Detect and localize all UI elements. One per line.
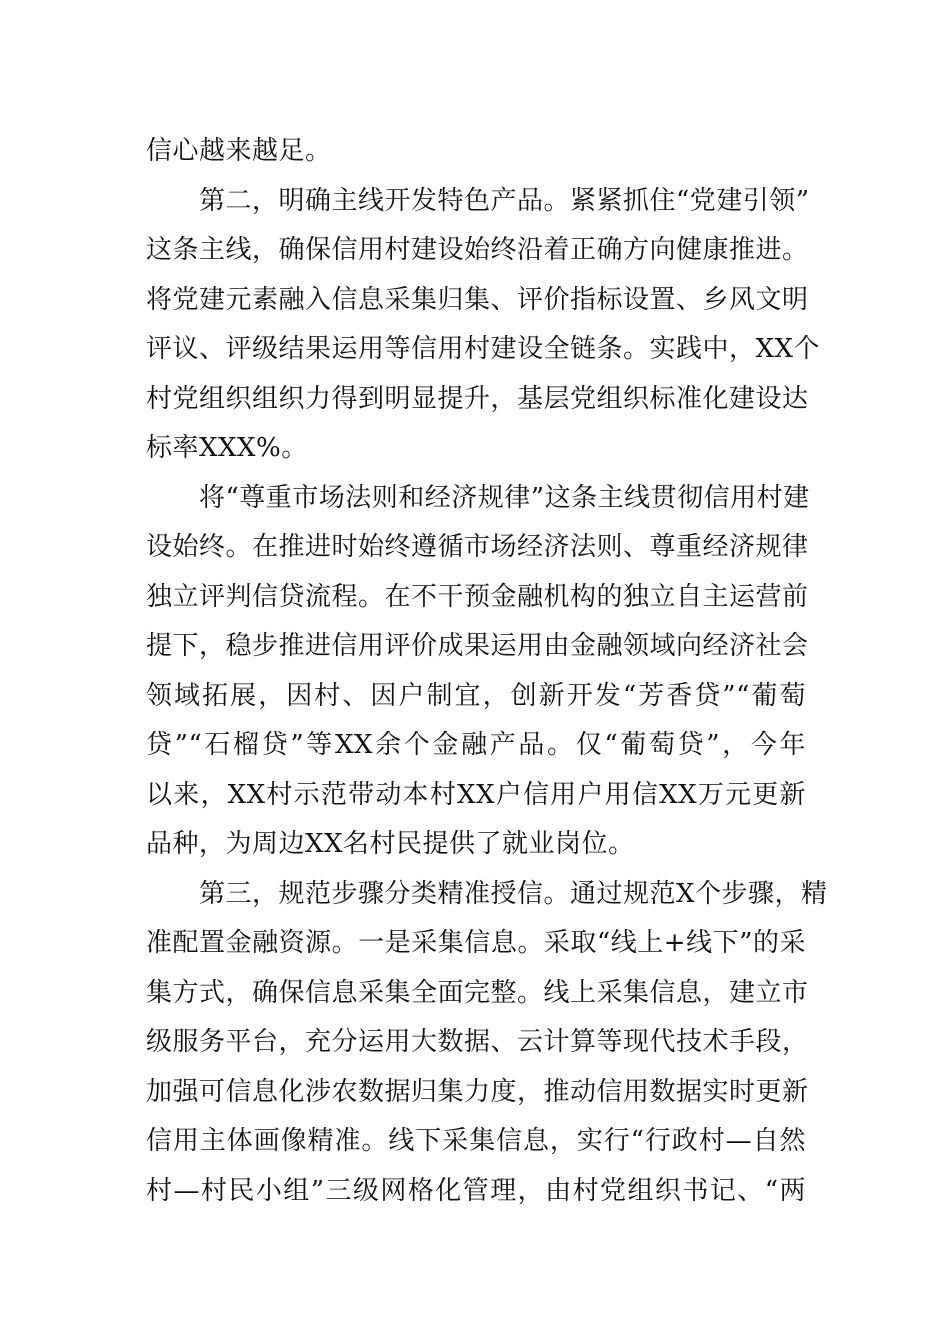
text-line: 将党建元素融入信息采集归集、评价指标设置、乡风文明: [146, 284, 809, 315]
text-line: 领域拓展，因村、因户制宜，创新开发“芳香贷”“葡萄: [146, 680, 806, 711]
text-line: 准配置金融资源。一是采集信息。采取“线上+线下”的采: [146, 928, 806, 958]
text-line: 将“尊重市场法则和经济规律”这条主线贯彻信用村建: [146, 482, 810, 513]
text-line: 独立评判信贷流程。在不干预金融机构的独立自主运营前: [146, 581, 809, 612]
text-line: 设始终。在推进时始终遵循市场经济法则、尊重经济规律: [146, 532, 809, 562]
text-line: 村—村民小组”三级网格化管理，由村党组织书记、“两: [146, 1175, 806, 1206]
text-line: 第二，明确主线开发特色产品。紧紧抓住“党建引领”: [146, 185, 810, 216]
text-line: 信用主体画像精准。线下采集信息，实行“行政村—自然: [146, 1126, 806, 1156]
text-line: 贷”“石榴贷”等XX余个金融产品。仅“葡萄贷”，今年: [146, 730, 806, 760]
text-line: 品种，为周边XX名村民提供了就业岗位。: [146, 829, 635, 859]
text-line: 以来，XX村示范带动本村XX户信用户用信XX万元更新: [146, 779, 806, 810]
text-line: 这条主线，确保信用村建设始终沿着正确方向健康推进。: [146, 235, 809, 265]
text-line: 级服务平台，充分运用大数据、云计算等现代技术手段，: [146, 1027, 809, 1057]
text-line: 提下，稳步推进信用评价成果运用由金融领域向经济社会: [146, 631, 809, 661]
text-line: 评议、评级结果运用等信用村建设全链条。实践中，XX个: [146, 334, 821, 364]
text-line: 标率XXX%。: [146, 433, 308, 463]
document-body: [146, 127, 828, 1216]
text-line: 集方式，确保信息采集全面完整。线上采集信息，建立市: [146, 977, 809, 1008]
text-line: 加强可信息化涉农数据归集力度，推动信用数据实时更新: [146, 1076, 809, 1107]
text-line: 第三，规范步骤分类精准授信。通过规范X个步骤，精: [146, 878, 828, 909]
text-line: 信心越来越足。: [146, 136, 332, 166]
text-line: 村党组织组织力得到明显提升，基层党组织标准化建设达: [146, 383, 809, 414]
